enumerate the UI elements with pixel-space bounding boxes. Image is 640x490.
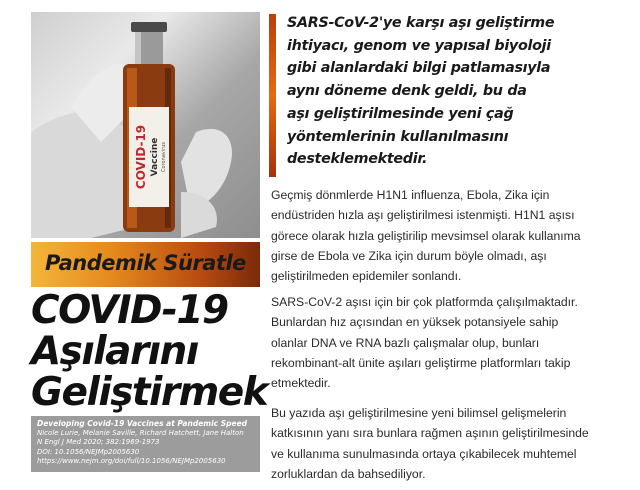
paragraph-line: olanlar DNA ve RNA bazlı çalışmalar olup, bunları [271, 335, 540, 350]
vaccine-vial-photo [31, 12, 260, 238]
paragraph-1 [271, 185, 636, 286]
quote-line: SARS-CoV-2'ye karşı aşı geliştirme [287, 15, 555, 31]
paragraph-line: endüstriden hızla aşı geliştirilmesi istenmişti. H1N1 aşısı [271, 208, 575, 223]
reference-box [31, 416, 260, 472]
vial-label-line2: Vaccine [150, 137, 160, 177]
quote-line: gibi alanlardaki bilgi patlamasıyla [287, 60, 551, 77]
quote-accent-bar [269, 14, 276, 177]
paragraph-line: ve kullanıma sunulmasında ortaya çıkabilecek muhtemel [271, 446, 577, 461]
title-line: COVID-19 [31, 288, 228, 333]
vaccine-vial-illustration [31, 12, 260, 238]
pull-quote [287, 12, 632, 171]
glove-palm [31, 112, 136, 238]
paragraph-line: SARS-CoV-2 aşısı için bir çok platformda çalışılmaktadır. [271, 295, 578, 309]
quote-line: aşı geliştirilmesinde yeni çağ [287, 105, 514, 122]
article-title [31, 288, 268, 415]
banner [31, 242, 260, 287]
paragraph-line: Bu yazıda aşı geliştirilmesine yeni bilimsel gelişmelerin [271, 406, 567, 420]
reference-title: Developing Covid-19 Vaccines at Pandemic Speed [37, 419, 248, 428]
vial-label-line1: COVID-19 [134, 124, 148, 190]
reference-authors: Nicole Lurie, Melanie Saville, Richard Hatchett, Jane Halton [37, 428, 244, 437]
paragraph-line: Bunlardan hız açısından en yüksek potansiyele sahip [271, 315, 559, 330]
paragraph-2 [271, 292, 636, 393]
paragraph-line: görece olarak hızla geliştirilip mevsimsel olarak kullanıma [271, 228, 581, 243]
quote-line: aynı döneme denk geldi, bu da [287, 83, 527, 100]
reference-doi: DOI: 10.1056/NEJMp2005630 [37, 447, 140, 456]
reference-url[interactable]: https://www.nejm.org/doi/full/10.1056/NEJMp2005630 [37, 457, 226, 465]
quote-line: yöntemlerinin kullanılmasını [287, 128, 509, 145]
paragraph-line: etmektedir. [271, 376, 331, 391]
paragraph-line: geliştirilmeden epidemiler sonlandı. [271, 269, 462, 284]
reference-journal: N Engl J Med 2020; 382:1969-1973 [37, 438, 160, 446]
quote-line: desteklemektedir. [287, 151, 428, 168]
glove-finger-lower [181, 192, 217, 238]
title-line: Geliştirmek [31, 370, 268, 415]
vial-label-line3: Coronavirus [161, 142, 167, 172]
paragraph-3 [271, 403, 636, 484]
banner-text: Pandemik Süratle [45, 251, 246, 275]
paragraph-line: zorluklardan da bahsediliyor. [271, 466, 426, 481]
paragraph-line: girse de Ebola ve Zika için durum böyle olmadı, aşı [271, 248, 547, 263]
paragraph-line: Geçmiş dönmlerde H1N1 influenza, Ebola, Zika için [271, 188, 550, 202]
title-line: Aşılarını [31, 329, 198, 374]
paragraph-line: rekombinant-alt ünite aşıları geliştirme platformları takip [271, 355, 571, 370]
quote-line: ihtiyacı, genom ve yapısal biyoloji [287, 37, 551, 54]
paragraph-line: katkısının yanı sıra bunlara rağmen aşının geliştirilmesinde [271, 426, 589, 441]
